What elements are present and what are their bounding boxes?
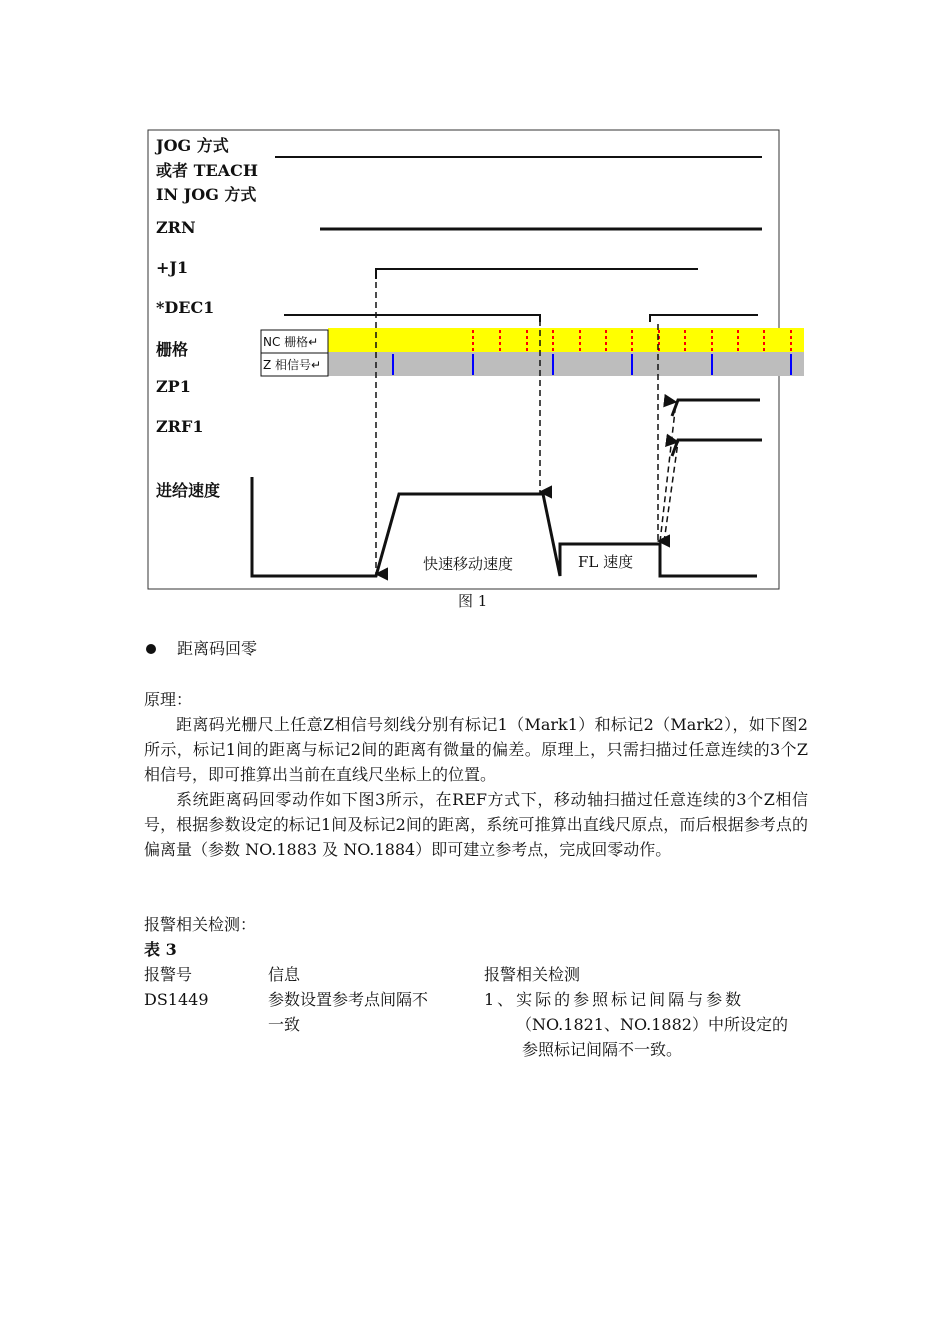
alarm-check-line-3: 参照标记间隔不一致。	[522, 1040, 683, 1059]
z-phase-label: Z 相信号↵	[263, 358, 322, 372]
label-zp1: ZP1	[156, 377, 191, 396]
alarm-check-line-1: 1、实际的参照标记间隔与参数	[484, 990, 745, 1009]
principle-heading: 原理：	[144, 690, 193, 709]
signal-dec1-second	[650, 315, 758, 322]
table-header-check: 报警相关检测	[484, 965, 581, 984]
dashed-arrows	[376, 272, 678, 574]
fl-speed-label: FL 速度	[578, 553, 634, 571]
principle-paragraph-2: 系统距离码回零动作如下图3所示，在REF方式下，移动轴扫描过任意连续的3个Z相信号，根据参数设定的标记1间及标记2间的距离，系统可推算出直线尺原点，而后根据参考点的偏离量（参数 NO.1883 及 NO.1884）即可建立参考点，完成回零动作。	[144, 790, 808, 859]
label-zrn: ZRN	[156, 218, 196, 237]
z-phase-band	[328, 352, 804, 376]
alarm-info-line-2: 一致	[268, 1015, 301, 1034]
label-zrf1: ZRF1	[156, 417, 204, 436]
table-title: 表 3	[144, 940, 177, 959]
label-j1: +J1	[156, 258, 189, 277]
signal-j1	[376, 269, 698, 279]
alarm-heading: 报警相关检测：	[144, 915, 257, 934]
table-header-code: 报警号	[144, 965, 193, 984]
alarm-check-line-2: （NO.1821、NO.1882）中所设定的	[516, 1015, 788, 1034]
label-grid: 栅格	[156, 340, 189, 359]
bullet-dot	[146, 644, 156, 654]
table-header-info: 信息	[268, 965, 301, 984]
nc-grid-label: NC 栅格↵	[263, 335, 319, 349]
principle-paragraph-1: 距离码光栅尺上任意Z相信号刻线分别有标记1（Mark1）和标记2（Mark2），如下图2所示，标记1间的距离与标记2间的距离有微量的偏差。原理上，只需扫描过任意连续的3个Z相信号，即可推算出当前在直线尺坐标上的位置。	[144, 715, 808, 784]
signal-dec1-first	[284, 315, 540, 322]
label-dec1: *DEC1	[156, 298, 215, 317]
label-jog-mode-1: JOG 方式	[156, 136, 229, 155]
figure-caption: 图 1	[458, 592, 488, 610]
timing-diagram-figure	[0, 0, 950, 620]
label-jog-mode-2: 或者 TEACH	[156, 161, 258, 180]
alarm-info-line-1: 参数设置参考点间隔不	[268, 990, 429, 1009]
nc-grid-band	[328, 328, 804, 352]
label-jog-mode-3: IN JOG 方式	[156, 185, 257, 204]
section-heading: 距离码回零	[177, 639, 258, 658]
signal-zrf1	[672, 440, 762, 456]
alarm-code: DS1449	[144, 990, 209, 1009]
signal-zp1	[672, 400, 760, 416]
label-feed-speed: 进给速度	[156, 481, 221, 500]
rapid-speed-label: 快速移动速度	[423, 555, 514, 573]
